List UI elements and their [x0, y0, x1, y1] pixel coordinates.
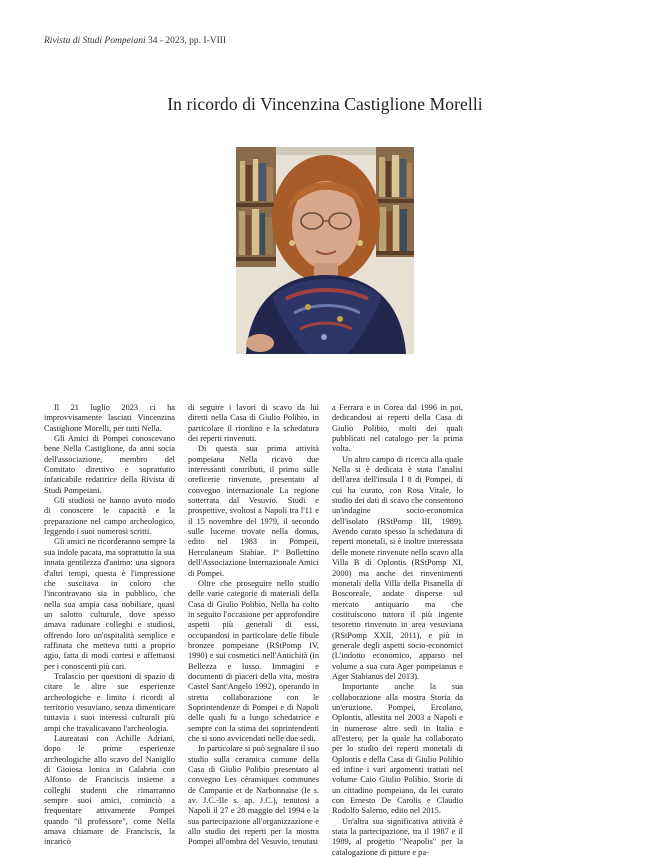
paragraph: Gli studiosi ne hanno avuto modo di conoscere le capacità e la preparazione nel campo archeologico, leggendo i suoi numerosi scritti. [44, 496, 175, 537]
paragraph: Importante anche la sua collaborazione alla mostra Storia da un'eruzione. Pompei, Ercolano, Oplontis, allestita nel 2003 a Napoli e in numerose altre sedi in Italia e all'estero, per la quale ha collaborato per lo studio dei reperti monetali di Oplontis e della Casa di Giulio Polibio ed infine i vari argomenti trattati nel volume Caio Giulio Polibio. Storie di un cittadino pompeiano, da lei curato con Ernesto De Carolis e Claudio Rodolfo Salerno, edito nel 2015. [332, 682, 463, 816]
paragraph: Il 21 luglio 2023 ci ha improvvisamente lasciati Vincenzina Castiglione Morelli, per tutti Nella. [44, 403, 175, 433]
paragraph: Laureatasi con Achille Adriani, dopo le prime esperienze archeologiche allo scavo del Naniglio di Gioiosa Ionica in Calabria con Alfonso de Franciscis insieme a colleghi studenti che rimarranno sempre suoi amici, cominciò a frequentare attivamente Pompei quando "il professore", come Nella amava chiamare de Franciscis, la incaricò [44, 734, 175, 847]
column-2 [188, 403, 319, 858]
journal-name: Rivista di Studi Pompeiani [44, 36, 146, 46]
paragraph: Tralascio per questioni di spazio di citare le altre sue esperienze archeologiche e limito i ricordi al territorio vesuviano, senza dimenticare tuttavia i suoi interessi culturali più ampi che travalicavano l'archeologia. [44, 671, 175, 733]
article-body [44, 403, 607, 857]
paragraph: Gli Amici di Pompei conoscevano bene Nella Castiglione, da anni socia dell'associazione, membro del Comitato direttivo e soprattutto infaticabile redattrice della Rivista di Studi Pompeiani. [44, 434, 175, 495]
paragraph: Un altro campo di ricerca alla quale Nella si è dedicata è stata l'analisi dell'area dell'insula I 8 di Pompei, di cui ha curato, con Rosa Vitale, lo studio dei dati di scavo che consentono un'indagine socio-economica dell'isolato (RStPomp III, 1989). Avendo curato spesso la schedatura di reperti monetali, si è inoltre interessata delle monete rinvenute nello scavo alla Villa B di Oplontis (RStPomp XI, 2000) ma anche dei rinvenimenti monetali della Villa della Pisanella di Boscoreale, andate disperse sul mercato antiquario ma che costituiscono tuttora il più ingente tesoretto rinvenuto in area vesuviana (RStPomp XXII, 2011), e più in generale degli aspetti socio-economici (L'indotto economico, apparso nel volume a sua cura Ager pompeianus e Ager Stabianus del 2013). [332, 454, 463, 681]
paragraph: Di questa sua prima attività pompeiana Nella ricavò due interessanti contributi, il primo sulle oreficerie rinvenute, presentato al convegno internazionale La regione sotterrata dal Vesuvio. Studi e prospettive, svoltosi a Napoli tra l'11 e il 15 novembre del 1979, il secondo sulle lucerne trovate nella domus, edito nel 1983 in Pompeii, Herculaneum Stabiae. I° Bollettino dell'Associazione Internazionale Amici di Pompei. [188, 444, 319, 578]
portrait-photo [236, 147, 414, 354]
paragraph: In particolare si può segnalare il suo studio sulla ceramica comune della Casa di Giulio Polibio presentato al convegno Les céramiques communes de Campanie et de Narbonnaise (Ie s. av. J.C.-IIe s. ap. J.C.), tenutosi a Napoli il 27 e 28 maggio del 1994 e la sua partecipazione all'organizzazione e allo studio dei reperti per la mostra Pompei all'ombra del Vesuvio, tenutasi [188, 744, 319, 847]
column-1 [44, 403, 175, 858]
paragraph: di seguire i lavori di scavo da lui diretti nella Casa di Giulio Polibio, in particolare il riordino e la schedatura dei reperti rinvenuti. [188, 403, 319, 444]
paragraph: Oltre che proseguire nello studio delle varie categorie di materiali della Casa di Giulio Polibio, Nella ha colto in seguito l'occasione per approfondire aspetti più generali di essi, occupandosi in particolare delle fibule bronzee pompeiane (RStPomp IV, 1990) e sui cosmetici nell'Antichità (in Bellezza e lusso. Immagini e documenti di piaceri della vita, mostra Castel Sant'Angelo 1992), operando in stretta collaborazione con le Soprintendenze di Pompei e di Napoli delle quali fu a lungo schedatrice e sempre con la stima dei soprintendenti che si sono avvicendati nelle due sedi. [188, 578, 319, 743]
paragraph: Gli amici ne ricorderanno sempre la sua indole pacata, ma soprattutto la sua innata gentilezza d'animo: una signora d'altri tempi, questa è l'impressione che suscitava in coloro che l'incontravano sia in pubblico, che nella sua ampia casa nobiliare, quasi un salotto culturale, dove spesso amava radunare colleghi e studiosi, offrendo loro un'ospitalità semplice e raffinata che metteva tutti a proprio agio, fatta di modi cortesi e affettuosi per i conoscenti più cari. [44, 537, 175, 671]
running-head [44, 36, 226, 46]
column-3 [332, 403, 463, 858]
paragraph: Un'altra sua significativa attività è stata la partecipazione, tra il 1987 e il 1989, al progetto "Neapolis" per la catalogazione di pitture e pa- [332, 816, 463, 857]
paragraph: a Ferrara e in Corea dal 1996 in poi, dedicandosi ai reperti della Casa di Giulio Polibio, molti dei quali pubblicati nel catalogo per la prima volta. [332, 403, 463, 454]
issue-info: 34 - 2023, pp. I-VIII [147, 36, 227, 46]
page-title: In ricordo di Vincenzina Castiglione Morelli [167, 94, 483, 114]
